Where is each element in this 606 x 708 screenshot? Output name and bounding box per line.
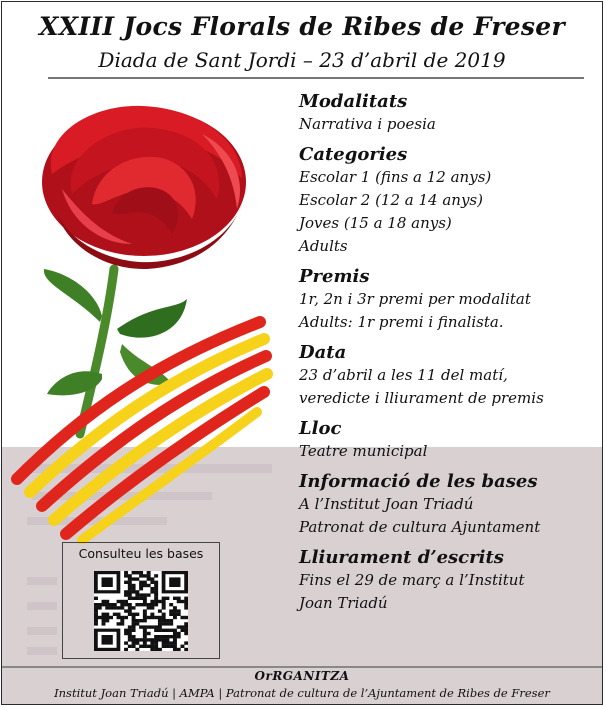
section-line: 1r, 2n i 3r premi per modalitat xyxy=(299,290,531,308)
poster xyxy=(1,1,603,705)
section-line: Joves (15 a 18 anys) xyxy=(299,214,452,232)
header-divider xyxy=(48,77,584,79)
rose-illustration xyxy=(2,94,292,544)
section-line: veredicte i lliurament de premis xyxy=(299,389,544,407)
section-line: Adults xyxy=(299,237,348,255)
section-heading: Modalitats xyxy=(299,91,408,112)
organizer-list: Institut Joan Triadú | AMPA | Patronat de cultura de l’Ajuntament de Ribes de Freser xyxy=(54,686,550,700)
section-premis xyxy=(299,265,599,334)
section-line: Adults: 1r premi i finalista. xyxy=(299,313,504,331)
section-line: Escolar 2 (12 a 14 anys) xyxy=(299,191,483,209)
section-heading: Lliurament d’escrits xyxy=(299,547,504,568)
section-heading: Lloc xyxy=(299,418,342,439)
section-heading: Data xyxy=(299,342,347,363)
qr-code-icon[interactable] xyxy=(94,571,188,651)
section-data xyxy=(299,341,599,410)
section-modalitats xyxy=(299,90,599,136)
poster-subtitle: Diada de Sant Jordi – 23 d’abril de 2019 xyxy=(98,48,506,72)
poster-title: XXIII Jocs Florals de Ribes de Freser xyxy=(39,12,565,41)
section-informacio-bases xyxy=(299,470,599,539)
section-heading: Categories xyxy=(299,144,408,165)
section-line: Patronat de cultura Ajuntament xyxy=(299,518,541,536)
section-heading: Premis xyxy=(299,266,370,287)
section-line: Narrativa i poesia xyxy=(299,115,436,133)
qr-code-box[interactable] xyxy=(62,542,220,659)
section-categories xyxy=(299,143,599,258)
section-line: Fins el 29 de març a l’Institut xyxy=(299,571,525,589)
organizer-title: OrRGANITZA xyxy=(254,669,350,683)
footer-divider xyxy=(2,666,602,668)
qr-code-label: Consulteu les bases xyxy=(78,546,204,561)
section-line: Teatre municipal xyxy=(299,442,428,460)
section-line: 23 d’abril a les 11 del matí, xyxy=(299,366,508,384)
section-line: A l’Institut Joan Triadú xyxy=(299,495,474,513)
section-line: Joan Triadú xyxy=(299,594,388,612)
section-heading: Informació de les bases xyxy=(299,471,538,492)
section-lliurament-escrits xyxy=(299,546,599,615)
section-lloc xyxy=(299,417,599,463)
section-line: Escolar 1 (fins a 12 anys) xyxy=(299,168,492,186)
info-column xyxy=(299,90,599,622)
